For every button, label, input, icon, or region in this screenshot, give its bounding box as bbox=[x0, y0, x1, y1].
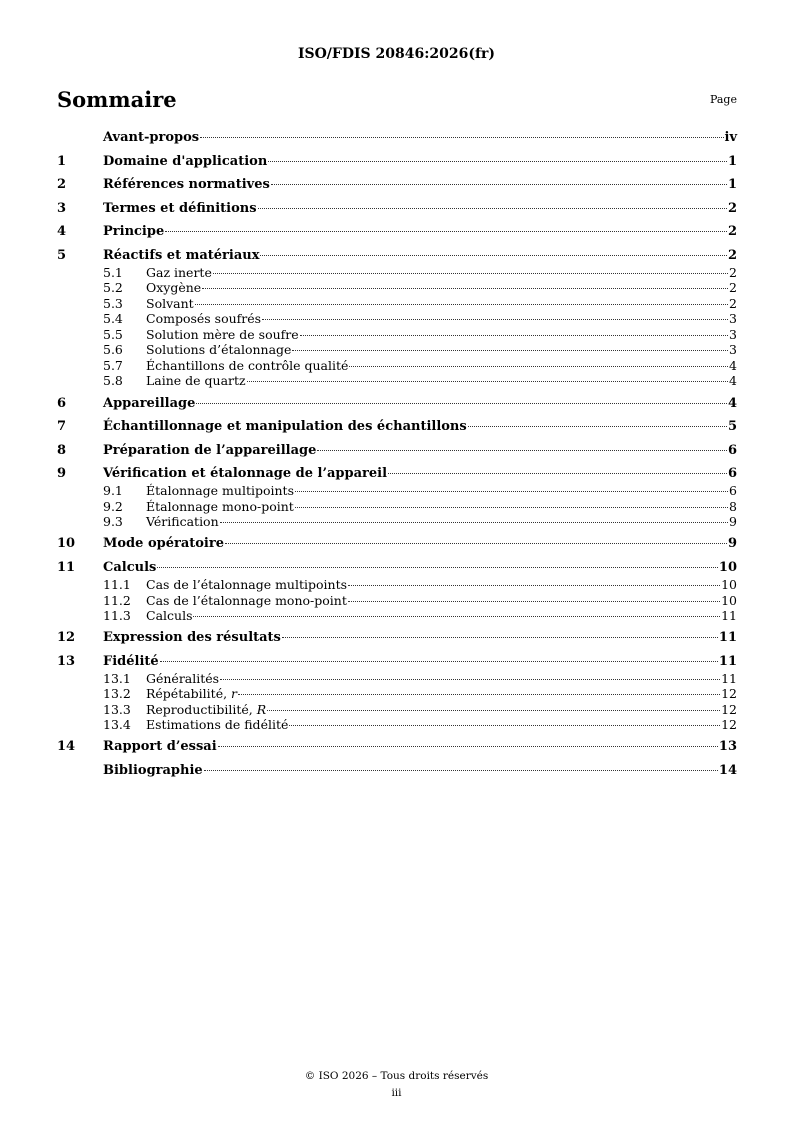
toc-leader-dots bbox=[348, 600, 720, 602]
toc-entry-page: 1 bbox=[727, 153, 737, 169]
toc-subentry-label bbox=[146, 514, 219, 529]
toc-subentry-label bbox=[146, 296, 194, 311]
toc-leader-dots bbox=[220, 678, 720, 680]
toc-subentry-number: 5.6 bbox=[103, 342, 123, 358]
toc-entry[interactable] bbox=[57, 201, 737, 218]
toc-leader-dots bbox=[349, 365, 728, 367]
toc-leader-dots bbox=[165, 230, 727, 232]
toc-entry[interactable] bbox=[57, 224, 737, 241]
toc-subentry-page: 12 bbox=[721, 701, 737, 717]
toc-entry-number: 14 bbox=[57, 739, 76, 755]
toc-entry-page: 9 bbox=[727, 536, 737, 552]
toc-leader-dots bbox=[468, 425, 727, 427]
toc-entry-label: Termes et définitions bbox=[103, 200, 257, 216]
toc-subentry[interactable] bbox=[57, 514, 737, 530]
toc-entry[interactable] bbox=[57, 466, 737, 483]
toc-leader-dots bbox=[213, 272, 728, 274]
toc-subentry-label-text: Étalonnage multipoints bbox=[146, 483, 294, 499]
toc-subentry-label-text: Composés soufrés bbox=[146, 311, 262, 327]
toc-subentry-label-text: Solution mère de soufre bbox=[146, 326, 299, 342]
toc-subentry-label bbox=[146, 311, 261, 326]
toc-entry[interactable] bbox=[57, 396, 737, 413]
toc-entry-number: 6 bbox=[57, 395, 67, 411]
toc-subentry-page: 8 bbox=[729, 498, 737, 514]
toc-subentry[interactable] bbox=[57, 342, 737, 358]
toc-subentry-label bbox=[146, 499, 294, 514]
toc-subentry-page: 2 bbox=[729, 264, 737, 280]
toc-entry-page: 5 bbox=[727, 419, 737, 435]
toc-subentry-page: 12 bbox=[721, 686, 737, 702]
toc-title-row bbox=[57, 87, 737, 111]
toc-subentry-label-text: Cas de l’étalonnage multipoints bbox=[146, 577, 348, 593]
toc-leader-dots bbox=[220, 521, 728, 523]
toc-entry-number: 8 bbox=[57, 442, 67, 458]
toc-subentry[interactable] bbox=[57, 499, 737, 515]
toc-subentry-label-text: Échantillons de contrôle qualité bbox=[146, 357, 349, 373]
toc-entry-page: 11 bbox=[718, 630, 737, 646]
toc-subentry-page: 3 bbox=[729, 326, 737, 342]
toc-subentry-number: 9.3 bbox=[103, 514, 123, 530]
toc-subentry[interactable] bbox=[57, 280, 737, 296]
toc-subentry[interactable] bbox=[57, 327, 737, 343]
toc-leader-dots bbox=[202, 287, 728, 289]
toc-subentry[interactable] bbox=[57, 686, 737, 702]
toc-entry[interactable] bbox=[57, 177, 737, 194]
toc-subentry-label bbox=[146, 686, 237, 701]
toc-leader-dots bbox=[271, 183, 727, 185]
toc-subentry-page: 3 bbox=[729, 311, 737, 327]
toc-entry[interactable] bbox=[57, 654, 737, 671]
toc-entry-label: Bibliographie bbox=[103, 762, 203, 778]
toc-subentry-number: 13.1 bbox=[103, 670, 131, 686]
toc-subentry-label bbox=[146, 342, 291, 357]
toc-entry[interactable] bbox=[57, 154, 737, 171]
toc-leader-dots bbox=[317, 449, 727, 451]
toc-subentry[interactable] bbox=[57, 702, 737, 718]
toc-entry[interactable] bbox=[57, 536, 737, 553]
document-id: ISO/FDIS 20846:2026(fr) bbox=[297, 46, 496, 62]
toc-leader-dots bbox=[218, 745, 718, 747]
toc-subentry-page: 2 bbox=[729, 295, 737, 311]
toc-subentry-number: 11.1 bbox=[103, 577, 131, 593]
toc-entry-page: 2 bbox=[727, 247, 737, 263]
toc-entry[interactable] bbox=[57, 739, 737, 756]
toc-subentry-label bbox=[146, 373, 246, 388]
toc-subentry[interactable] bbox=[57, 358, 737, 374]
toc-subentry-label-text: Répétabilité, bbox=[146, 686, 232, 702]
toc-leader-dots bbox=[247, 380, 728, 382]
toc-subentry-number: 9.2 bbox=[103, 498, 123, 514]
toc-subentry-page: 3 bbox=[729, 342, 737, 358]
toc-leader-dots bbox=[300, 334, 728, 336]
toc-leader-dots bbox=[204, 769, 718, 771]
toc-entry[interactable] bbox=[57, 130, 737, 147]
toc-subentry-label-text: Étalonnage mono-point bbox=[146, 498, 294, 514]
toc-entry-label: Préparation de l’appareillage bbox=[103, 442, 317, 458]
toc-subentry-page: 11 bbox=[721, 670, 737, 686]
toc-subentry-label bbox=[146, 671, 219, 686]
toc-entry-label: Références normatives bbox=[103, 177, 270, 193]
toc-leader-dots bbox=[238, 693, 720, 695]
toc-subentry-label-text: Reproductibilité, bbox=[146, 701, 257, 717]
toc-subentry-page: 12 bbox=[721, 717, 737, 733]
table-of-contents bbox=[57, 130, 737, 780]
toc-leader-dots bbox=[282, 636, 718, 638]
toc-leader-dots bbox=[295, 490, 728, 492]
toc-subentry-number: 5.3 bbox=[103, 295, 123, 311]
toc-subentry-symbol: r bbox=[231, 686, 238, 702]
toc-entry-number: 12 bbox=[57, 630, 76, 646]
toc-entry-page: 2 bbox=[727, 224, 737, 240]
toc-entry-page: 10 bbox=[718, 560, 737, 576]
toc-subentry-page: 6 bbox=[729, 483, 737, 499]
toc-subentry-label-text: Gaz inerte bbox=[146, 264, 212, 280]
page-title: Sommaire bbox=[57, 87, 177, 112]
toc-entry-label: Principe bbox=[103, 224, 165, 240]
toc-subentry-label bbox=[146, 265, 212, 280]
toc-subentry-number: 13.2 bbox=[103, 686, 131, 702]
toc-subentry-number: 13.4 bbox=[103, 717, 131, 733]
toc-leader-dots bbox=[268, 160, 727, 162]
toc-subentry-number: 13.3 bbox=[103, 701, 131, 717]
toc-entry-label: Vérification et étalonnage de l’appareil bbox=[103, 466, 388, 482]
toc-leader-dots bbox=[260, 254, 726, 256]
toc-subentry-page: 11 bbox=[721, 608, 737, 624]
toc-subentry-label-text: Oxygène bbox=[146, 280, 202, 296]
toc-leader-dots bbox=[295, 506, 728, 508]
toc-subentry-page: 10 bbox=[721, 592, 737, 608]
toc-entry[interactable] bbox=[57, 419, 737, 436]
toc-leader-dots bbox=[262, 318, 728, 320]
toc-subentry-symbol: R bbox=[256, 701, 267, 717]
toc-entry-number: 5 bbox=[57, 247, 67, 263]
toc-leader-dots bbox=[195, 303, 728, 305]
toc-subentry-number: 11.3 bbox=[103, 608, 131, 624]
toc-entry-number: 1 bbox=[57, 153, 67, 169]
toc-subentry[interactable] bbox=[57, 577, 737, 593]
toc-entry-label: Rapport d’essai bbox=[103, 739, 217, 755]
toc-subentry[interactable] bbox=[57, 483, 737, 499]
toc-entry[interactable] bbox=[57, 248, 737, 265]
page-footer bbox=[0, 1068, 793, 1102]
toc-subentry[interactable] bbox=[57, 265, 737, 281]
toc-entry-number: 4 bbox=[57, 224, 67, 240]
toc-entry-label: Mode opératoire bbox=[103, 536, 224, 552]
toc-subentry[interactable] bbox=[57, 593, 737, 609]
page-column-label: Page bbox=[709, 93, 737, 106]
toc-entry-number: 13 bbox=[57, 653, 76, 669]
toc-entry-number: 10 bbox=[57, 536, 76, 552]
toc-entry-number: 7 bbox=[57, 419, 67, 435]
toc-entry-page: 4 bbox=[727, 395, 737, 411]
toc-entry-label: Expression des résultats bbox=[103, 630, 281, 646]
toc-entry[interactable] bbox=[57, 630, 737, 647]
toc-subentry-label bbox=[146, 483, 294, 498]
toc-subentry-label-text: Laine de quartz bbox=[146, 373, 246, 389]
toc-subentry-page: 9 bbox=[729, 514, 737, 530]
toc-leader-dots bbox=[196, 402, 727, 404]
toc-subentry-label bbox=[146, 608, 192, 623]
toc-entry[interactable] bbox=[57, 443, 737, 460]
toc-subentry-label bbox=[146, 702, 266, 717]
toc-subentry[interactable] bbox=[57, 311, 737, 327]
toc-subentry[interactable] bbox=[57, 296, 737, 312]
toc-subentry-label bbox=[146, 358, 348, 373]
toc-entry-page: iv bbox=[724, 130, 737, 145]
toc-entry-number: 11 bbox=[57, 560, 76, 576]
toc-entry-number: 9 bbox=[57, 466, 67, 482]
toc-subentry-label bbox=[146, 593, 347, 608]
copyright-notice: © ISO 2026 – Tous droits réservés bbox=[304, 1070, 489, 1082]
toc-subentry-label-text: Estimations de fidélité bbox=[146, 717, 289, 733]
toc-entry-label: Appareillage bbox=[103, 395, 196, 411]
toc-subentry-label-text: Solvant bbox=[146, 295, 194, 311]
toc-subentry[interactable] bbox=[57, 717, 737, 733]
toc-leader-dots bbox=[193, 615, 720, 617]
toc-entry-page: 6 bbox=[727, 442, 737, 458]
toc-entry-label: Calculs bbox=[103, 560, 157, 576]
toc-subentry-number: 11.2 bbox=[103, 592, 131, 608]
page-number: iii bbox=[391, 1087, 402, 1099]
toc-subentry-page: 2 bbox=[729, 280, 737, 296]
toc-entry[interactable] bbox=[57, 560, 737, 577]
toc-leader-dots bbox=[348, 584, 720, 586]
toc-subentry-label-text: Calculs bbox=[146, 608, 193, 624]
toc-subentry[interactable] bbox=[57, 671, 737, 687]
toc-leader-dots bbox=[160, 660, 718, 662]
toc-leader-dots bbox=[292, 349, 728, 351]
toc-entry-page: 2 bbox=[727, 200, 737, 216]
toc-subentry-page: 4 bbox=[729, 357, 737, 373]
toc-subentry-number: 5.1 bbox=[103, 264, 123, 280]
toc-leader-dots bbox=[267, 709, 720, 711]
toc-subentry-label-text: Généralités bbox=[146, 670, 220, 686]
toc-leader-dots bbox=[289, 724, 720, 726]
toc-subentry-number: 5.5 bbox=[103, 326, 123, 342]
toc-leader-dots bbox=[388, 472, 727, 474]
toc-entry-label: Fidélité bbox=[103, 653, 159, 669]
toc-subentry-label-text: Solutions d’étalonnage bbox=[146, 342, 292, 358]
toc-entry-page: 13 bbox=[718, 739, 737, 755]
toc-leader-dots bbox=[157, 566, 718, 568]
toc-subentry-number: 5.8 bbox=[103, 373, 123, 389]
toc-entry-label: Avant-propos bbox=[103, 130, 200, 145]
toc-subentry-label-text: Cas de l’étalonnage mono-point bbox=[146, 592, 347, 608]
toc-subentry-page: 4 bbox=[729, 373, 737, 389]
toc-entry[interactable] bbox=[57, 763, 737, 780]
toc-entry-page: 14 bbox=[718, 762, 737, 778]
toc-subentry-label bbox=[146, 280, 201, 295]
toc-leader-dots bbox=[258, 207, 727, 209]
toc-subentry-label bbox=[146, 717, 288, 732]
toc-entry-page: 6 bbox=[727, 466, 737, 482]
toc-entry-number: 3 bbox=[57, 200, 67, 216]
toc-subentry[interactable] bbox=[57, 608, 737, 624]
toc-entry-page: 11 bbox=[718, 653, 737, 669]
toc-subentry-label bbox=[146, 327, 299, 342]
toc-entry-page: 1 bbox=[727, 177, 737, 193]
toc-subentry-number: 5.2 bbox=[103, 280, 123, 296]
toc-subentry-number: 9.1 bbox=[103, 483, 123, 499]
toc-entry-label: Échantillonnage et manipulation des échantillons bbox=[103, 419, 467, 435]
toc-subentry-label-text: Vérification bbox=[146, 514, 219, 530]
toc-subentry[interactable] bbox=[57, 373, 737, 389]
toc-subentry-number: 5.4 bbox=[103, 311, 123, 327]
toc-subentry-page: 10 bbox=[721, 577, 737, 593]
toc-subentry-number: 5.7 bbox=[103, 357, 123, 373]
toc-entry-label: Réactifs et matériaux bbox=[103, 247, 260, 263]
toc-entry-number: 2 bbox=[57, 177, 67, 193]
toc-subentry-label bbox=[146, 577, 347, 592]
toc-entry-label: Domaine d'application bbox=[103, 153, 268, 169]
toc-leader-dots bbox=[225, 542, 727, 544]
toc-leader-dots bbox=[200, 136, 723, 138]
